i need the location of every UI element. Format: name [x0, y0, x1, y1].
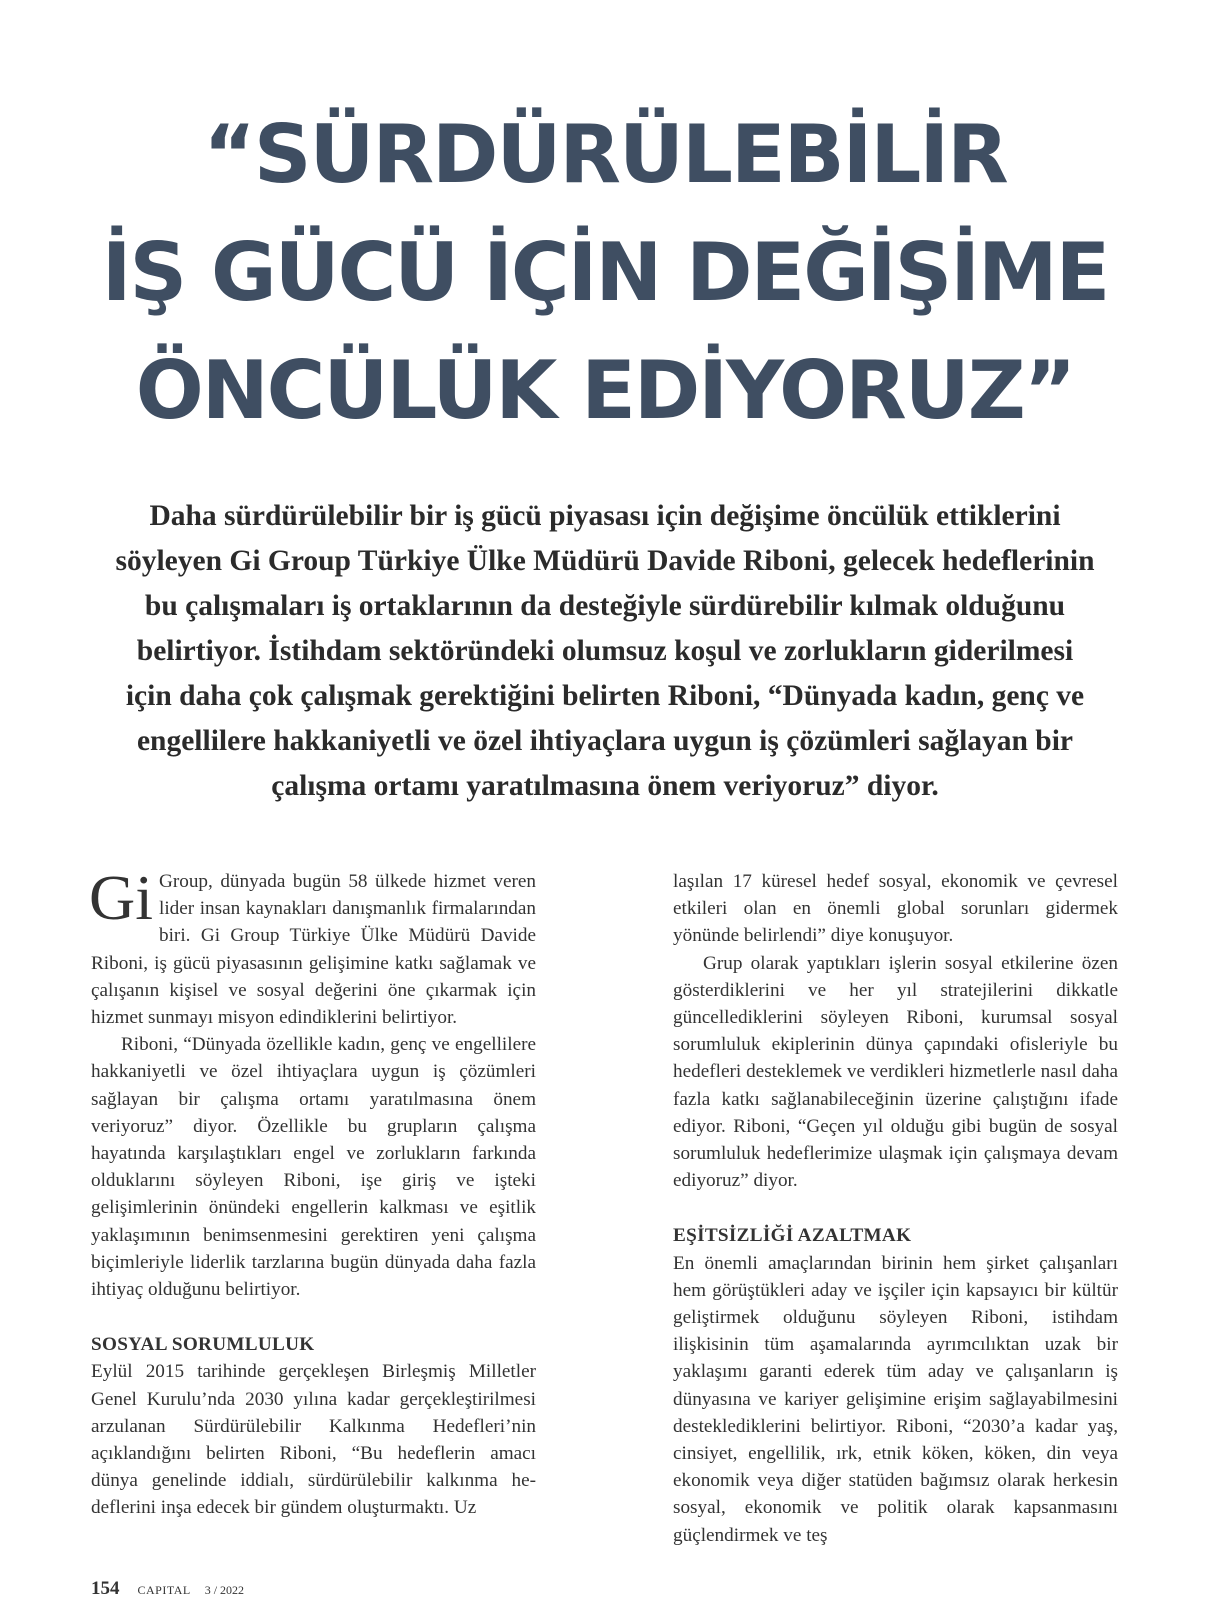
body-paragraph-3: Eylül 2015 tarihinde gerçekleşen Birleşmiş Milletler Genel Kurulu’nda 2030 yılına kadar gerçekleştirilmesi arzulanan Sürdürülebilir Kalkınma Hedefleri’nin açıklandığını belirten Riboni, “Bu hedeflerin amacı dünya genelinde iddialı, sürdürülebilir kalkınma hedeflerini inşa edecek bir gündem oluşturmaktı. Uz: [91, 1361, 536, 1519]
headline: [0, 96, 1210, 450]
article-right-column: [673, 868, 1118, 1549]
section-heading-esitsizligi-azaltmak: EŞİTSİZLİĞİ AZALTMAK: [673, 1225, 912, 1247]
lead-line: belirtiyor. İstihdam sektöründeki olumsuz koşul ve zorlukların giderilmesi: [136, 635, 1074, 667]
lead-line: için daha çok çalışmak gerektiğini belirten Riboni, “Dünyada kadın, genç ve: [125, 680, 1085, 712]
section-heading-sosyal-sorumluluk: SOSYAL SORUMLULUK: [91, 1334, 315, 1356]
body-paragraph-4: laşılan 17 küresel hedef sosyal, ekonomik ve çevresel etkileri olan en önemli global sorunları gidermek yönünde belirlendi” diye konuşuyor.: [673, 871, 1118, 947]
lead-line: bu çalışmaları iş ortaklarının da desteğiyle sürdürebilir kılmak olduğunu: [144, 590, 1066, 622]
body-paragraph-5: Grup olarak yaptıkları işlerin sosyal etkilerine özen gösterdiklerini ve her yıl stratejilerini dikkatle güncellediklerini söyleyen Riboni, kurumsal sosyal sorumluluk ekiplerinin dünya çapındaki ofisleriyle bu hedefleri desteklemek ve verdikleri hizmetlerle nasıl daha fazla katkı sağlanabileceğinin üzerine çalıştığını ifade ediyor. Riboni, “Geçen yıl olduğu gibi bugün de sosyal sorumluluk hedeflerimize ulaşmak için çalışmaya devam ediyoruz” diyor.: [673, 952, 1118, 1192]
drop-cap: Gi: [89, 862, 153, 933]
page-footer: [91, 1578, 244, 1600]
headline-line-1: “SÜRDÜRÜLEBİLİR: [203, 108, 1007, 201]
body-paragraph-2: Riboni, “Dünyada özellikle kadın, genç ve engellilere hakkaniyetli ve özel ihtiyaçlara uygun iş çözümleri sağlayan bir çalışma ortamı yaratılmasına önem veriyoruz” diyor. Özellikle bu grupların çalışma hayatında karşılaştıkları engel ve zorlukların farkında olduklarını söyleyen Riboni, işe giriş ve işteki gelişimlerinin önündeki engellerin kalkması ve eşitlik yaklaşımının benimsenmesini gerektiren yeni çalışma biçimleriyle liderlik tarzlarına bugün dünyada daha fazla ihtiyaç olduğunu belirtiyor.: [91, 1034, 536, 1301]
lead-line: engellilere hakkaniyetli ve özel ihtiyaçlara uygun iş çözümleri sağlayan bir: [136, 725, 1074, 757]
article-left-column: [89, 862, 536, 1522]
headline-line-3: ÖNCÜLÜK EDİYORUZ”: [135, 344, 1075, 437]
body-paragraph-6: En önemli amaçlarından birinin hem şirket çalışanları hem görüştükleri aday ve işçiler için kapsayıcı bir kültür geliştirmek olduğunu söyleyen Riboni, istihdam ilişkisinin tüm aşamalarında ayrımcılıktan uzak bir yaklaşımı garanti ederek tüm aday ve çalışanların iş dünyasına ve kariyer gelişimine erişim sağlayabilmesini desteklediklerini belirtiyor. Riboni, “2030’a kadar yaş, cinsiyet, engellilik, ırk, etnik köken, köken, din veya ekonomik veya diğer statüden bağımsız olarak herkesin sosyal, ekonomik ve politik olarak kapsanmasını güçlendirmek ve teş: [673, 1252, 1118, 1546]
page-number: 154: [91, 1578, 120, 1599]
lead-line: söyleyen Gi Group Türkiye Ülke Müdürü Davide Riboni, gelecek hedeflerinin: [115, 545, 1095, 577]
lead-line: Daha sürdürülebilir bir iş gücü piyasası için değişime öncülük ettiklerini: [149, 500, 1061, 532]
lead-paragraph: [80, 494, 1130, 809]
section-gap: [673, 1194, 1118, 1222]
issue-number: 3 / 2022: [204, 1583, 245, 1597]
magazine-name: CAPITAL: [137, 1583, 191, 1597]
headline-line-2: İŞ GÜCÜ İÇİN DEĞİŞİME: [101, 226, 1109, 319]
body-paragraph-1: [89, 862, 536, 1031]
body-paragraph-1-text: Group, dünyada bugün 58 ülkede hizmet veren lider insan kaynakları danışmanlık firmalarından biri. Gi Group Türkiye Ülke Müdürü Davide Riboni, iş gücü piyasasının gelişimine katkı sağlamak ve çalışanın kişisel ve sosyal değerini öne çıkarmak için hizmet sunmayı misyon edindiklerini belirtiyor.: [91, 871, 536, 1029]
lead-line: çalışma ortamı yaratılmasına önem veriyoruz” diyor.: [271, 770, 939, 802]
section-gap: [91, 1303, 536, 1331]
